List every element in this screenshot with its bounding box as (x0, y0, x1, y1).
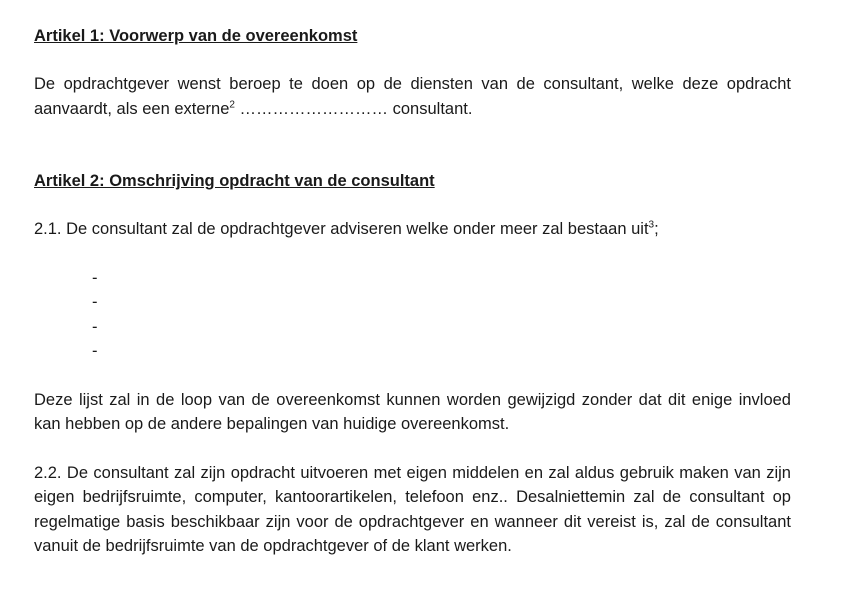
clause-2-1-tail: ; (654, 220, 659, 238)
spacer (34, 193, 791, 217)
bullet-dash: - (92, 317, 98, 336)
bullet-dash: - (92, 342, 98, 360)
clause-2-2: 2.2. De consultant zal zijn opdracht uitvoeren met eigen middelen en zal aldus gebruik maken van zijn eigen bedrijfsruimte, computer, kantoorartikelen, telefoon enz.. Desalniettemin zal de consultant op regelmatige basis beschikbaar zijn voor de opdrachtgever en wanneer dit vereist is, zal de consultant vanuit de bedrijfsruimte van de opdrachtgever of de klant werken. (34, 463, 791, 555)
empty-bullet-list (34, 266, 791, 364)
article-1-heading: Artikel 1: Voorwerp van de overeenkomst (34, 27, 358, 45)
spacer (34, 242, 791, 266)
clause-2-1-text: 2.1. De consultant zal de opdrachtgever adviseren welke onder meer zal bestaan uit (34, 220, 649, 238)
document-page (34, 24, 791, 559)
bullet-dash: - (92, 293, 98, 311)
spacer (34, 48, 791, 72)
bullet-dash: - (92, 268, 98, 287)
spacer (34, 121, 791, 169)
list-item (34, 266, 791, 291)
list-note-paragraph: Deze lijst zal in de loop van de overeenkomst kunnen worden gewijzigd zonder dat dit enige invloed kan hebben op de andere bepalingen van huidige overeenkomst. (34, 390, 791, 433)
list-item (34, 290, 791, 315)
clause-2-1 (34, 217, 791, 242)
footnote-ref: 3 (648, 219, 655, 231)
article-1-paragraph-text: De opdrachtgever wenst beroep te doen op de diensten van de consultant, welke deze opdracht aanvaardt, als een externe (34, 75, 791, 118)
list-item (34, 339, 791, 364)
article-2-heading: Artikel 2: Omschrijving opdracht van de consultant (34, 172, 435, 190)
spacer (34, 437, 791, 461)
article-1-paragraph (34, 72, 791, 121)
article-1-paragraph-tail: ……………………… consultant. (234, 99, 473, 118)
spacer (34, 364, 791, 388)
footnote-ref: 2 (229, 99, 235, 110)
list-item (34, 315, 791, 340)
